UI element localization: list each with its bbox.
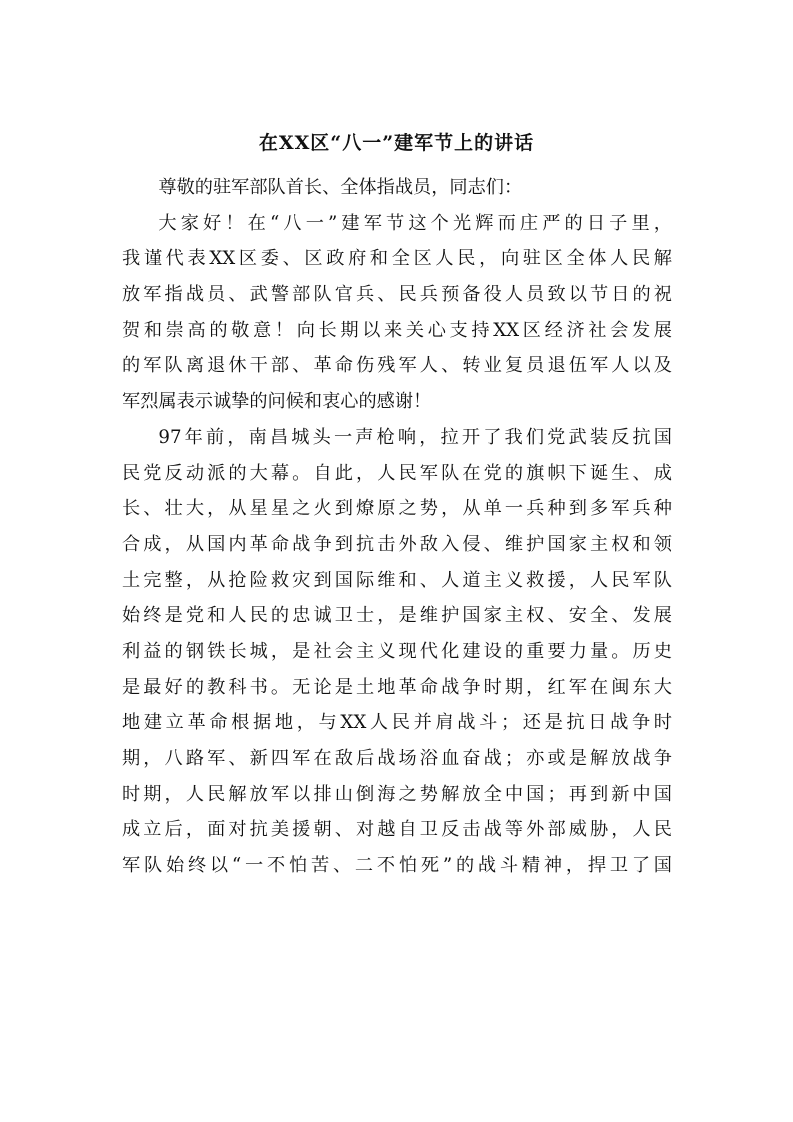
salutation: 尊敬的驻军部队首长、全体指战员，同志们：: [158, 177, 523, 198]
paragraph-2-line: 是最好的教科书。无论是土地革命战争时期，红军在闽东大: [122, 676, 672, 698]
paragraph-1: [122, 206, 672, 420]
paragraph-2-line: 军队始终以“一不怕苦、二不怕死”的战斗精神，捍卫了国: [122, 855, 672, 877]
paragraph-2-line: 成立后，面对抗美援朝、对越自卫反击战等外部威胁，人民: [122, 819, 672, 841]
paragraph-1-line: 大家好！在“八一”建军节这个光辉而庄严的日子里，: [158, 212, 672, 234]
paragraph-1-line: 军烈属表示诚挚的问候和衷心的感谢！: [122, 391, 432, 413]
paragraph-2: [122, 420, 672, 884]
paragraph-1-line: 放军指战员、武警部队官兵、民兵预备役人员致以节日的祝: [122, 284, 672, 306]
paragraph-1-line: 的军队离退休干部、革命伤残军人、转业复员退伍军人以及: [122, 355, 672, 377]
paragraph-2-line: 利益的钢铁长城，是社会主义现代化建设的重要力量。历史: [122, 640, 672, 662]
paragraph-2-line: 合成，从国内革命战争到抗击外敌入侵、维护国家主权和领: [122, 533, 672, 555]
paragraph-2-line: 民党反动派的大幕。自此，人民军队在党的旗帜下诞生、成: [122, 462, 672, 484]
paragraph-2-line: 97年前，南昌城头一声枪响，拉开了我们党武装反抗国: [158, 426, 672, 448]
paragraph-2-line: 时期，人民解放军以排山倒海之势解放全中国；再到新中国: [122, 783, 672, 805]
paragraph-1-line: 贺和崇高的敬意！向长期以来关心支持XX区经济社会发展: [122, 319, 672, 341]
paragraph-2-line: 长、壮大，从星星之火到燎原之势，从单一兵种到多军兵种: [122, 498, 672, 520]
paragraph-2-line: 地建立革命根据地，与XX人民并肩战斗；还是抗日战争时: [122, 712, 672, 734]
paragraph-2-line: 期，八路军、新四军在敌后战场浴血奋战；亦或是解放战争: [122, 748, 672, 770]
paragraph-1-line: 我谨代表XX区委、区政府和全区人民，向驻区全体人民解: [122, 248, 672, 270]
paragraph-2-line: 土完整，从抢险救灾到国际维和、人道主义救援，人民军队: [122, 569, 672, 591]
paragraph-2-line: 始终是党和人民的忠诚卫士，是维护国家主权、安全、发展: [122, 605, 672, 627]
document-title: 在XX区“八一”建军节上的讲话: [258, 132, 535, 154]
document-body: [122, 170, 672, 884]
